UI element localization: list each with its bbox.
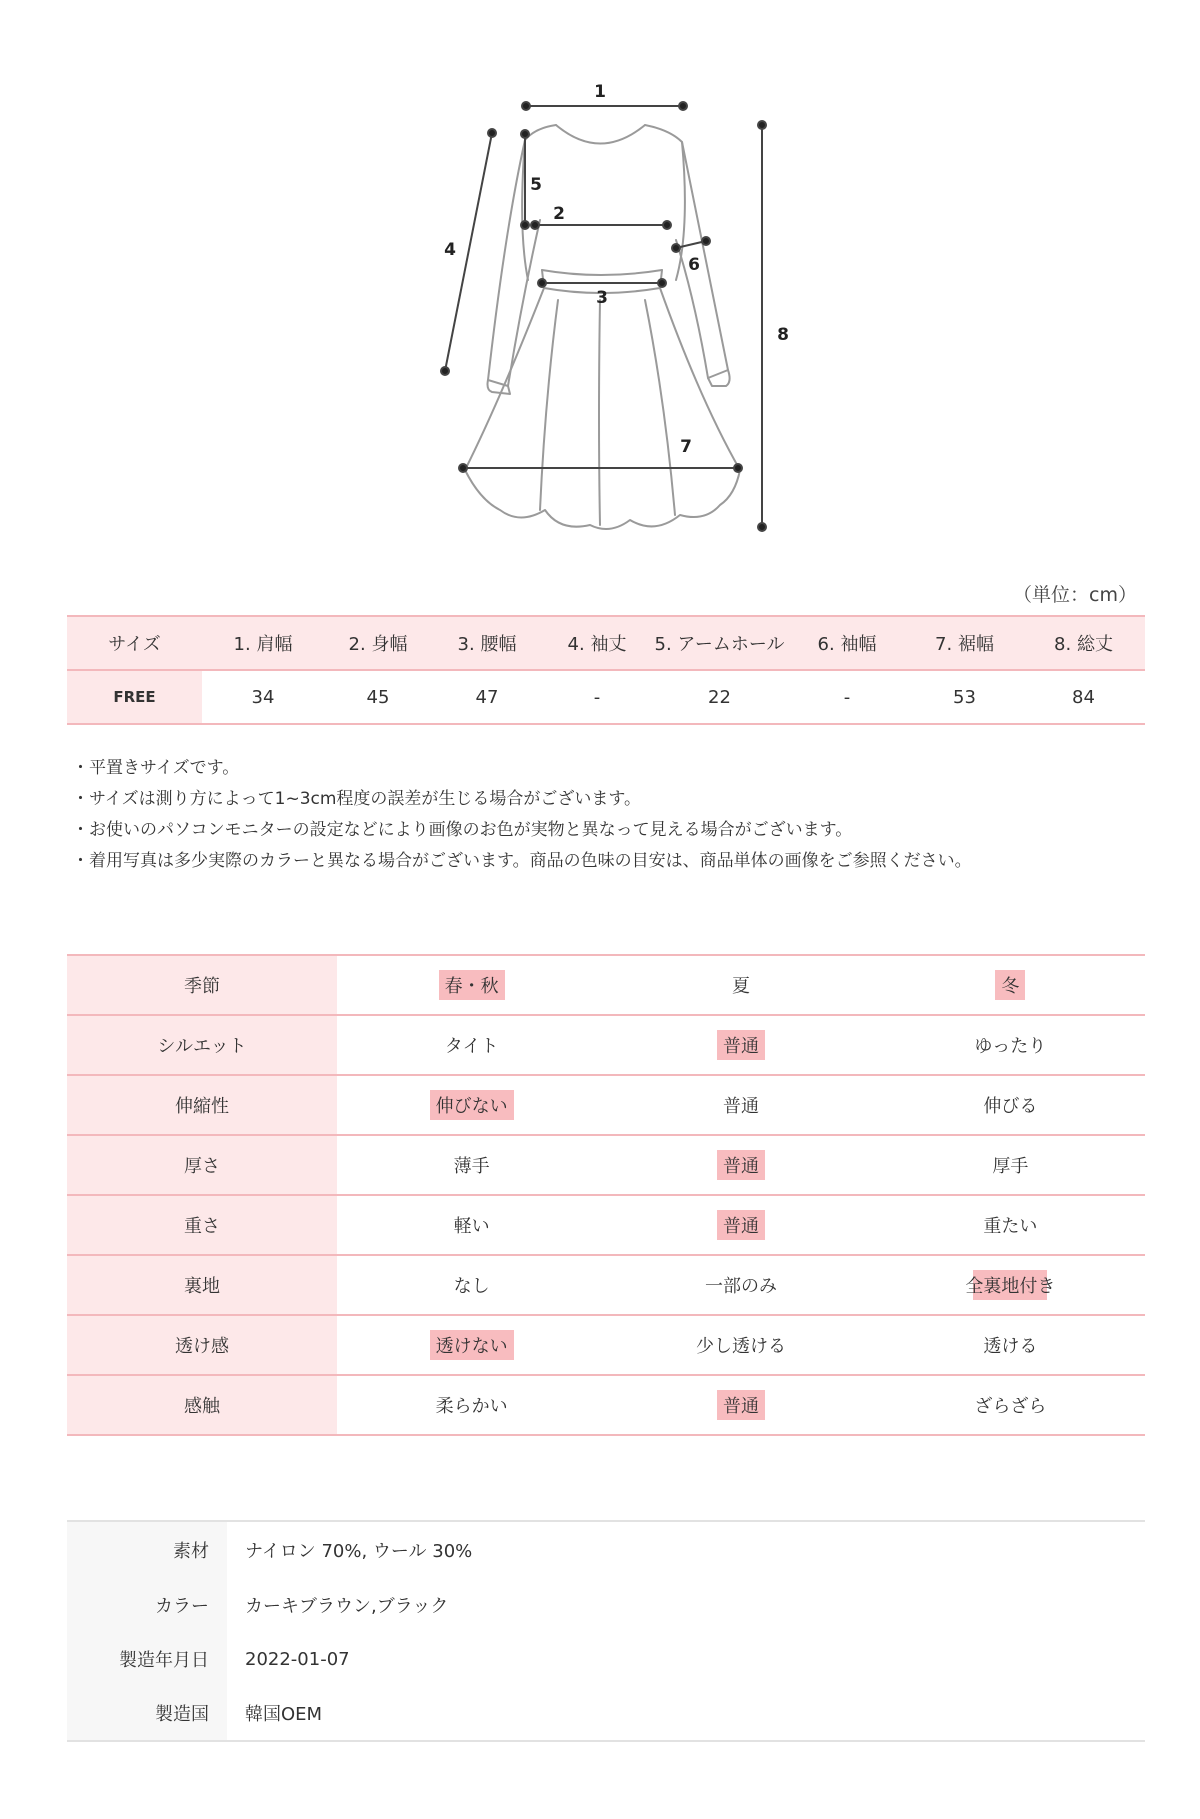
attribute-option-cell xyxy=(876,1015,1145,1075)
attribute-label: シルエット xyxy=(67,1015,337,1075)
attribute-option-cell xyxy=(606,1135,875,1195)
size-table-header: 2. 身幅 xyxy=(324,616,432,670)
info-value: 韓国OEM xyxy=(245,1704,323,1725)
size-table-header: 4. 袖丈 xyxy=(542,616,652,670)
size-table-header: 6. 袖幅 xyxy=(787,616,907,670)
diagram-label-5: 5 xyxy=(530,175,542,195)
attribute-option-cell xyxy=(876,1255,1145,1315)
size-table xyxy=(67,615,1145,725)
attribute-option-selected: 透けない xyxy=(430,1330,514,1360)
attribute-option: 軽い xyxy=(453,1216,490,1237)
size-value-cell: - xyxy=(787,670,907,724)
size-table-header: サイズ xyxy=(67,616,202,670)
notes-list xyxy=(72,753,972,877)
info-value: 2022-01-07 xyxy=(245,1648,350,1670)
attribute-option-cell xyxy=(876,1075,1145,1135)
attribute-label: 厚さ xyxy=(67,1135,337,1195)
attribute-option-cell xyxy=(876,1195,1145,1255)
attribute-option: ざらざら xyxy=(974,1396,1047,1417)
attribute-option-cell xyxy=(337,1015,606,1075)
diagram-label-6: 6 xyxy=(688,255,700,275)
attribute-option-selected: 春・秋 xyxy=(439,970,505,1000)
table-row xyxy=(67,1135,1145,1195)
size-value-cell: - xyxy=(542,670,652,724)
attribute-option: ゆったり xyxy=(974,1036,1047,1057)
attribute-option: 重たい xyxy=(983,1216,1038,1237)
note-item: ・ 着用写真は多少実際のカラーと異なる場合がございます。商品の色味の目安は、商品単体の画像をご参照ください。 xyxy=(72,846,972,877)
size-value-cell: 47 xyxy=(432,670,542,724)
attribute-label: 重さ xyxy=(67,1195,337,1255)
attribute-option: なし xyxy=(453,1276,490,1297)
info-value: カーキブラウン,ブラック xyxy=(245,1596,449,1617)
attribute-option-selected: 普通 xyxy=(717,1030,765,1060)
diagram-label-2: 2 xyxy=(553,204,565,224)
attribute-option: 普通 xyxy=(722,1096,759,1117)
size-name-cell: FREE xyxy=(67,670,202,724)
table-row xyxy=(67,1315,1145,1375)
attribute-option-cell xyxy=(876,1315,1145,1375)
table-row xyxy=(67,1075,1145,1135)
diagram-label-1: 1 xyxy=(594,82,606,102)
attribute-option-selected: 普通 xyxy=(717,1210,765,1240)
attribute-option-cell xyxy=(337,1255,606,1315)
attribute-label: 伸縮性 xyxy=(67,1075,337,1135)
table-row xyxy=(67,670,1145,724)
attribute-option: 柔らかい xyxy=(435,1396,508,1417)
attribute-option-cell xyxy=(606,1315,875,1375)
attribute-option-cell xyxy=(876,1375,1145,1435)
attribute-option: 少し透ける xyxy=(695,1336,786,1357)
attribute-option-cell xyxy=(606,1255,875,1315)
attribute-option-cell xyxy=(337,955,606,1015)
info-row xyxy=(67,1578,1145,1632)
attribute-option: 一部のみ xyxy=(704,1276,777,1297)
note-item: ・ サイズは測り方によって1~3cm程度の誤差が生じる場合がございます。 xyxy=(72,784,972,815)
attribute-option: 厚手 xyxy=(992,1156,1029,1177)
diagram-label-3: 3 xyxy=(596,288,608,308)
attribute-label: 感触 xyxy=(67,1375,337,1435)
attribute-option-cell xyxy=(606,1015,875,1075)
attribute-label: 季節 xyxy=(67,955,337,1015)
product-info xyxy=(67,1520,1145,1742)
table-row xyxy=(67,955,1145,1015)
diagram-label-8: 8 xyxy=(777,325,789,345)
diagram-label-4: 4 xyxy=(444,240,456,260)
table-row xyxy=(67,1195,1145,1255)
attribute-option-cell xyxy=(337,1135,606,1195)
note-item: ・ 平置きサイズです。 xyxy=(72,753,972,784)
attribute-option-cell xyxy=(337,1375,606,1435)
size-table-header: 5. アームホール xyxy=(652,616,787,670)
attribute-option-selected: 普通 xyxy=(717,1390,765,1420)
attribute-option-cell xyxy=(337,1315,606,1375)
attribute-option-cell xyxy=(337,1195,606,1255)
size-value-cell: 45 xyxy=(324,670,432,724)
attribute-option-selected: 伸びない xyxy=(430,1090,514,1120)
attribute-label: 裏地 xyxy=(67,1255,337,1315)
attribute-label: 透け感 xyxy=(67,1315,337,1375)
attribute-option: 伸びる xyxy=(983,1096,1038,1117)
attribute-option-selected: 冬 xyxy=(995,970,1025,1000)
attribute-option-cell xyxy=(606,955,875,1015)
attribute-option-cell xyxy=(606,1195,875,1255)
unit-note: （単位：cm） xyxy=(1013,584,1137,606)
size-value-cell: 34 xyxy=(202,670,324,724)
size-table-header: 3. 腰幅 xyxy=(432,616,542,670)
diagram-label-7: 7 xyxy=(680,437,692,457)
attribute-option: 夏 xyxy=(731,976,750,997)
table-row xyxy=(67,1255,1145,1315)
attribute-option-cell xyxy=(606,1075,875,1135)
size-table-header: 8. 総丈 xyxy=(1022,616,1145,670)
info-label: カラー xyxy=(67,1578,227,1632)
attribute-option: 薄手 xyxy=(453,1156,490,1177)
note-item: ・ お使いのパソコンモニターの設定などにより画像のお色が実物と異なって見える場合がございます。 xyxy=(72,815,972,846)
attribute-option-cell xyxy=(606,1375,875,1435)
table-row xyxy=(67,1015,1145,1075)
attribute-option-selected: 普通 xyxy=(717,1150,765,1180)
size-value-cell: 84 xyxy=(1022,670,1145,724)
size-table-header: 1. 肩幅 xyxy=(202,616,324,670)
info-value: ナイロン 70%, ウール 30% xyxy=(245,1541,473,1562)
table-row xyxy=(67,1375,1145,1435)
info-label: 製造年月日 xyxy=(67,1632,227,1686)
attribute-option: タイト xyxy=(444,1036,499,1057)
size-table-header: 7. 裾幅 xyxy=(907,616,1022,670)
info-row xyxy=(67,1686,1145,1740)
attribute-option-cell xyxy=(876,1135,1145,1195)
size-value-cell: 22 xyxy=(652,670,787,724)
info-label: 製造国 xyxy=(67,1686,227,1740)
info-label: 素材 xyxy=(67,1522,227,1578)
size-value-cell: 53 xyxy=(907,670,1022,724)
size-table-header-row xyxy=(67,616,1145,670)
attribute-table xyxy=(67,954,1145,1436)
info-row xyxy=(67,1522,1145,1578)
info-row xyxy=(67,1632,1145,1686)
attribute-option-cell xyxy=(876,955,1145,1015)
attribute-option-cell xyxy=(337,1075,606,1135)
attribute-option-selected: 全裏地付き xyxy=(959,1270,1061,1300)
attribute-option: 透ける xyxy=(983,1336,1038,1357)
measurement-diagram xyxy=(420,70,820,550)
